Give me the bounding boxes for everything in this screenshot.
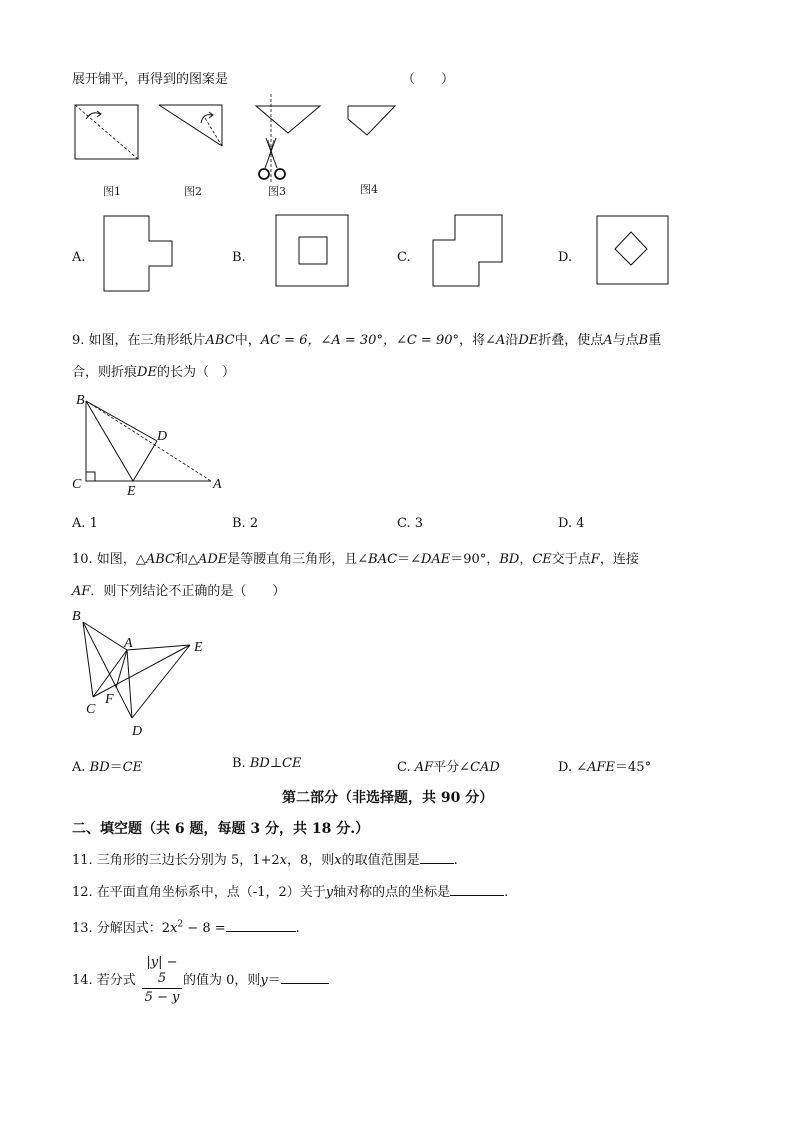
q12-answer-blank[interactable] bbox=[450, 883, 504, 896]
q9-option-c[interactable]: C. 3 bbox=[397, 516, 424, 531]
q10-option-c[interactable]: C. AF平分∠CAD bbox=[397, 760, 500, 775]
part-two-title: 第二部分（非选择题，共 90 分） bbox=[282, 790, 494, 806]
fill-in-section-heading: 二、填空题（共 6 题，每题 3 分，共 18 分.） bbox=[72, 821, 370, 837]
q10-option-a[interactable]: A. BD＝CE bbox=[72, 760, 143, 775]
q10-stem-line-1: 10. 如图，△ABC和△ADE是等腰直角三角形，且∠BAC＝∠DAE＝90°，BD，CE交于点F，连接 bbox=[72, 552, 639, 567]
q9-option-d[interactable]: D. 4 bbox=[558, 516, 585, 531]
q8-option-c-label[interactable]: C. bbox=[397, 250, 411, 265]
q10-label-a: A bbox=[124, 636, 133, 651]
q9-stem-line-2: 合，则折痕DE的长为（ ） bbox=[72, 365, 235, 380]
q10-stem-line-2: AF．则下列结论不正确的是（ ） bbox=[72, 584, 286, 599]
q11: 11. 三角形的三边长分别为 5，1+2x，8，则x的取值范围是 . bbox=[72, 853, 458, 868]
q9-label-e: E bbox=[127, 484, 136, 499]
q10-label-f: F bbox=[105, 692, 114, 707]
caption-figure-1: 图1 bbox=[103, 185, 121, 198]
q14-prefix: 14. 若分式 bbox=[72, 973, 136, 988]
q9-label-c: C bbox=[72, 477, 82, 492]
caption-figure-2: 图2 bbox=[184, 185, 202, 198]
caption-figure-3: 图3 bbox=[268, 185, 286, 198]
q8-option-a-label[interactable]: A. bbox=[72, 250, 86, 265]
q8-answer-paren: （ ） bbox=[402, 72, 455, 87]
q14-fraction bbox=[142, 955, 182, 1006]
q9-option-a[interactable]: A. 1 bbox=[72, 516, 98, 531]
q8-stem: 展开铺平，再得到的图案是 bbox=[72, 72, 229, 87]
q11-answer-blank[interactable] bbox=[420, 851, 454, 864]
q12: 12. 在平面直角坐标系中，点（-1，2）关于y轴对称的点的坐标是 . bbox=[72, 885, 509, 900]
q9-label-d: D bbox=[157, 429, 168, 444]
q14-denominator: 5 − y bbox=[144, 990, 180, 1005]
q14-suffix: 的值为 0，则y＝ bbox=[183, 969, 329, 988]
q10-option-b[interactable]: B. BD⊥CE bbox=[232, 756, 302, 771]
q8-option-d-label[interactable]: D. bbox=[558, 250, 573, 265]
q14-answer-blank[interactable] bbox=[281, 971, 329, 984]
q10-label-c: C bbox=[86, 702, 96, 717]
q10-label-b: B bbox=[72, 609, 81, 624]
q8-option-b-label[interactable]: B. bbox=[232, 250, 246, 265]
q10-label-e: E bbox=[194, 640, 203, 655]
q10-label-d: D bbox=[132, 724, 143, 739]
caption-figure-4: 图4 bbox=[360, 183, 378, 196]
q10-option-d[interactable]: D. ∠AFE＝45° bbox=[558, 760, 652, 775]
q9-stem-line-1: 9. 如图，在三角形纸片ABC中，AC = 6，∠A = 30°，∠C = 90°，将∠A沿DE折叠，使点A与点B重 bbox=[72, 333, 662, 348]
q13: 13. 分解因式：$2x^2 - 8$ = . bbox=[72, 919, 300, 936]
q9-label-b: B bbox=[76, 393, 85, 408]
q14-numerator: |y| − 5 bbox=[142, 955, 182, 989]
q9-label-a: A bbox=[213, 477, 222, 492]
q9-option-b[interactable]: B. 2 bbox=[232, 516, 259, 531]
q13-answer-blank[interactable] bbox=[226, 919, 296, 932]
